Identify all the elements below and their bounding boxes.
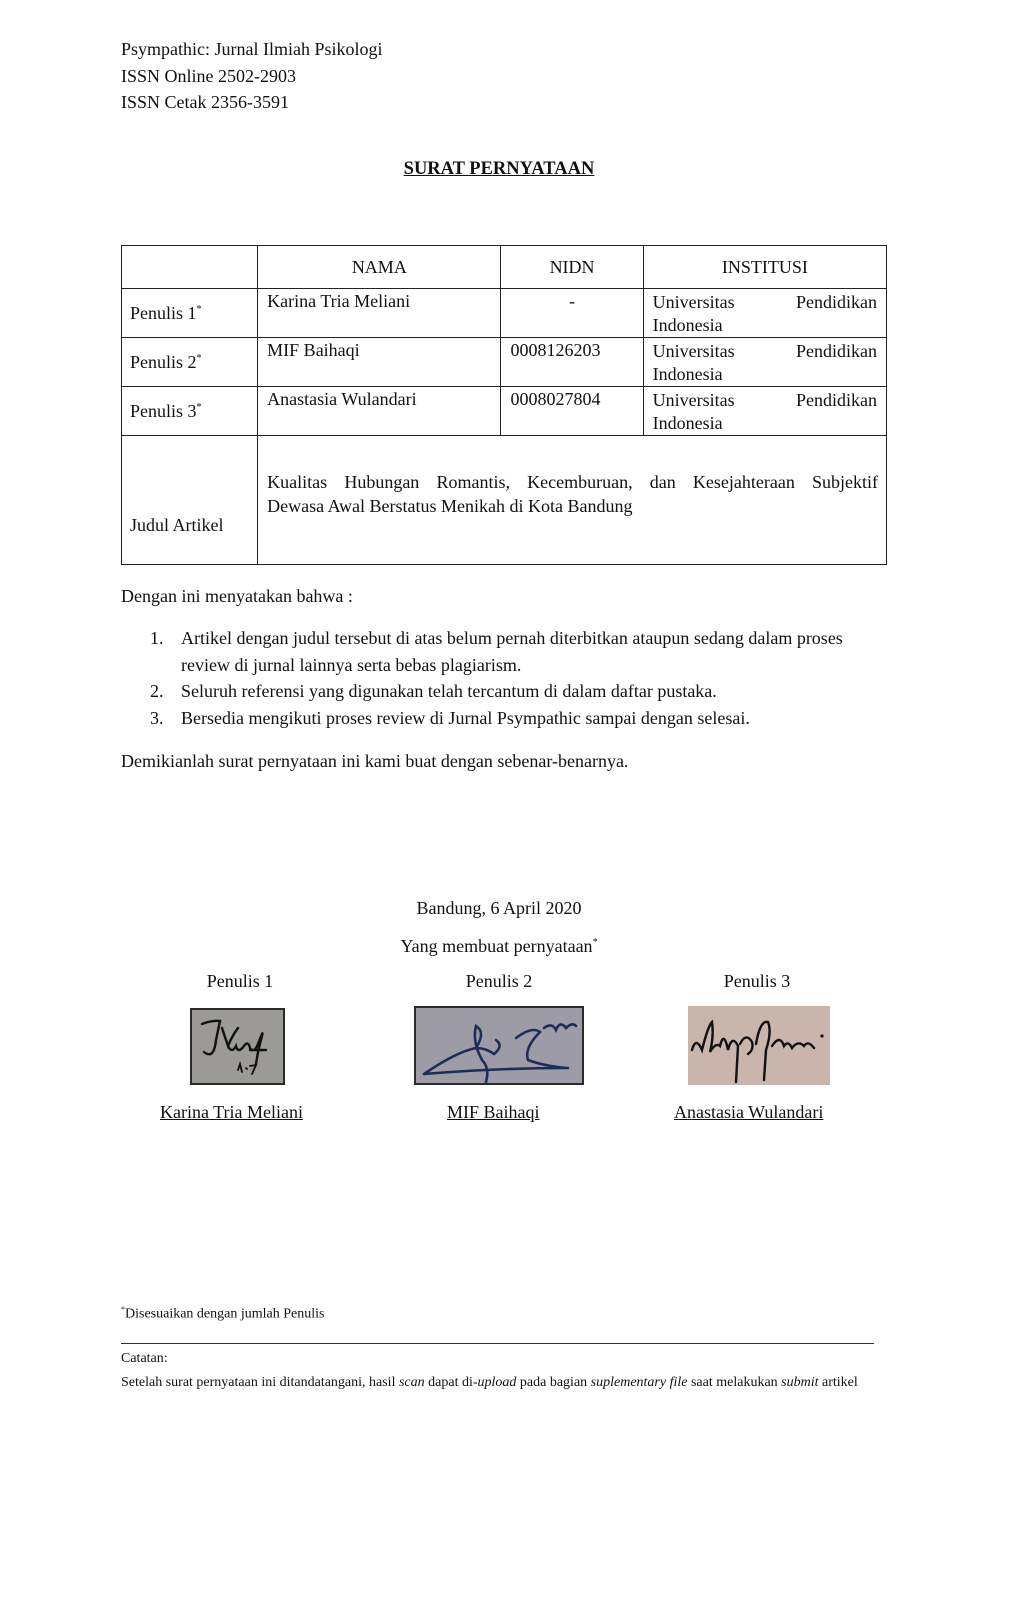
note-body bbox=[121, 1372, 861, 1393]
inst-line2: Indonesia bbox=[652, 413, 723, 433]
author-name: Karina Tria Meliani bbox=[258, 289, 501, 338]
document-title: SURAT PERNYATAAN bbox=[403, 159, 595, 179]
asterisk-marker: * bbox=[196, 303, 202, 315]
list-text: Bersedia mengikuti proses review di Jurnal Psympathic sampai dengan selesai. bbox=[181, 707, 750, 728]
maker-label-text: Yang membuat pernyataan bbox=[400, 936, 593, 956]
author-name: Anastasia Wulandari bbox=[258, 387, 501, 436]
note-italic: suplementary file bbox=[590, 1375, 688, 1390]
row-label-text: Penulis 2 bbox=[130, 351, 197, 372]
journal-header bbox=[121, 36, 383, 116]
row-label-text: Penulis 1 bbox=[130, 302, 197, 323]
list-item bbox=[150, 705, 885, 732]
inst-word: Pendidikan bbox=[796, 390, 877, 410]
signature-image-2 bbox=[414, 1006, 584, 1085]
article-title-line2: Dewasa Awal Berstatus Menikah di Kota Bandung bbox=[267, 496, 633, 516]
signature-image-3 bbox=[688, 1006, 830, 1085]
inst-word: Universitas bbox=[652, 341, 735, 361]
list-text: Seluruh referensi yang digunakan telah tercantum di dalam daftar pustaka. bbox=[181, 681, 717, 701]
table-row bbox=[122, 338, 887, 387]
list-number: 1. bbox=[150, 628, 164, 648]
journal-name: Psympathic: Jurnal Ilmiah Psikologi bbox=[121, 39, 383, 59]
list-number: 2. bbox=[150, 681, 164, 701]
note-text: artikel bbox=[818, 1375, 858, 1390]
footnote-text: Disesuaikan dengan jumlah Penulis bbox=[125, 1306, 325, 1322]
asterisk-marker: * bbox=[121, 1305, 125, 1314]
author-nidn: 0008126203 bbox=[501, 338, 643, 387]
header-cell-nidn: NIDN bbox=[501, 246, 643, 289]
divider-line bbox=[121, 1343, 874, 1344]
note-italic: scan bbox=[398, 1375, 425, 1390]
row-label bbox=[122, 387, 258, 436]
note-italic: upload bbox=[477, 1375, 517, 1390]
article-title-line1: Kualitas Hubungan Romantis, Kecemburuan, dan Kesejahteraan Subjektif bbox=[267, 472, 878, 492]
note-text: Setelah surat pernyataan ini ditandatangani, hasil bbox=[121, 1375, 399, 1390]
asterisk-marker: * bbox=[196, 401, 202, 413]
footnote bbox=[121, 1305, 324, 1323]
list-number: 3. bbox=[150, 707, 164, 728]
note-text: dapat di- bbox=[424, 1375, 478, 1390]
table-row bbox=[122, 289, 887, 338]
header-cell-institusi: INSTITUSI bbox=[643, 246, 886, 289]
inst-word: Universitas bbox=[652, 390, 735, 410]
signature-icon bbox=[416, 1008, 582, 1083]
signer-label-2: Penulis 2 bbox=[465, 971, 533, 991]
signer-label-3: Penulis 3 bbox=[723, 971, 791, 991]
list-item bbox=[150, 625, 885, 678]
inst-word: Universitas bbox=[652, 292, 735, 312]
author-nidn: 0008027804 bbox=[501, 387, 643, 436]
table-row bbox=[122, 387, 887, 436]
inst-line2: Indonesia bbox=[652, 364, 723, 384]
signer-name-1: Karina Tria Meliani bbox=[160, 1102, 303, 1122]
header-cell-nama: NAMA bbox=[258, 246, 501, 289]
statement-list bbox=[150, 625, 885, 731]
note-italic: submit bbox=[781, 1375, 819, 1390]
author-nidn: - bbox=[501, 289, 643, 338]
inst-word: Pendidikan bbox=[796, 341, 877, 361]
table-header-row bbox=[122, 246, 887, 289]
maker-label bbox=[0, 936, 998, 957]
note-text: pada bagian bbox=[516, 1375, 591, 1390]
author-name: MIF Baihaqi bbox=[258, 338, 501, 387]
article-title-row bbox=[122, 436, 887, 565]
signer-name-3: Anastasia Wulandari bbox=[674, 1102, 824, 1122]
place-date: Bandung, 6 April 2020 bbox=[416, 898, 582, 918]
row-label bbox=[122, 289, 258, 338]
closing-statement: Demikianlah surat pernyataan ini kami buat dengan sebenar-benarnya. bbox=[121, 751, 629, 771]
inst-word: Pendidikan bbox=[796, 292, 877, 312]
signer-name-2: MIF Baihaqi bbox=[447, 1102, 540, 1122]
issn-online: ISSN Online 2502-2903 bbox=[121, 65, 296, 86]
author-institution bbox=[643, 338, 886, 387]
signature-image-1 bbox=[190, 1008, 285, 1085]
issn-print: ISSN Cetak 2356-3591 bbox=[121, 92, 289, 112]
list-text: Artikel dengan judul tersebut di atas belum pernah diterbitkan ataupun sedang dalam proses review di jurnal lainnya serta bebas plagiarism. bbox=[181, 628, 843, 675]
signature-icon bbox=[688, 1006, 830, 1085]
note-title: Catatan: bbox=[121, 1351, 168, 1366]
signer-label-1: Penulis 1 bbox=[206, 971, 274, 991]
statement-intro: Dengan ini menyatakan bahwa : bbox=[121, 586, 353, 606]
list-item bbox=[150, 678, 885, 705]
article-title-label: Judul Artikel bbox=[122, 436, 258, 565]
author-institution bbox=[643, 387, 886, 436]
row-label bbox=[122, 338, 258, 387]
author-table bbox=[121, 245, 887, 565]
author-institution bbox=[643, 289, 886, 338]
signature-icon bbox=[192, 1010, 283, 1083]
asterisk-marker: * bbox=[592, 937, 598, 948]
header-cell-empty bbox=[122, 246, 258, 289]
note-text: saat melakukan bbox=[687, 1375, 782, 1390]
inst-line2: Indonesia bbox=[652, 315, 723, 335]
asterisk-marker: * bbox=[196, 352, 202, 364]
article-title bbox=[258, 436, 887, 565]
row-label-text: Penulis 3 bbox=[130, 400, 197, 421]
